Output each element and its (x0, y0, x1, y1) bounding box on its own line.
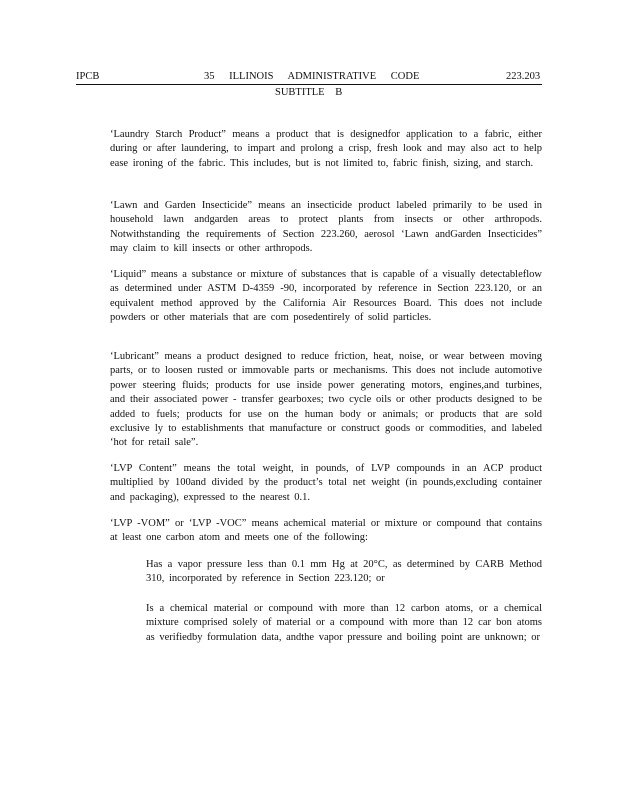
definition-lawn-garden-insecticide: ‘Lawn and Garden Insecticide” means an insecticide product labeled primarily to be used in household lawn andgarden areas to protect plants from insects or other arthropods. Notwithstanding the requirements of Section 223.260, aerosol ‘Lawn andGarden Insecticides” may claim to kill insects or other arthropods. (110, 200, 542, 255)
definition-laundry-starch-product: ‘Laundry Starch Product” means a product that is designedfor application to a fabric, either during or after laundering, to impart and prolong a crisp, fresh look and may also act to help ease ironing of the fabric. This includes, but is not limited to, fabric finish, sizing, and starch. (110, 129, 542, 169)
header-agency: IPCB (76, 71, 100, 82)
header-subtitle: SUBTITLE B (275, 87, 343, 98)
header-rule (76, 84, 542, 85)
header-section-number: 223.203 (506, 71, 541, 82)
definition-lvp-vom-voc: ‘LVP -VOM” or ‘LVP -VOC” means achemical material or mixture or compound that contains at least one carbon atom and meets one of the following: (110, 518, 542, 544)
definition-lvp-content: ‘LVP Content” means the total weight, in pounds, of LVP compounds in an ACP product multiplied by 100and divided by the product’s total net weight (in pounds,excluding container and packaging), expressed to the nearest 0.1. (110, 463, 542, 503)
definition-lubricant: ‘Lubricant” means a product designed to reduce friction, heat, noise, or wear between moving parts, or to loosen rusted or immovable parts or mechanisms. This does not include automotive power steering fluids; products for use inside power generating motors, engines,and turbines, and their associated power - transfer gearboxes; two cycle oils or other products designed to be added to fuels; products for use on the human body or animals; or products that are sold exclusive ly to establishments that manufacture or construct goods or commodities, and labeled ‘hot for retail sale”. (110, 351, 542, 449)
definition-liquid: ‘Liquid” means a substance or mixture of substances that is capable of a visually detectableflow as determined under ASTM D-4359 -90, incorporated by reference in Section 223.120, or an equivalent method approved by the California Air Resources Board. This does not include powders or other materials that are com posedentirely of solid particles. (110, 269, 542, 324)
criterion-carbon-atoms: Is a chemical material or compound with more than 12 carbon atoms, or a chemical mixture comprised solely of material or a compound with more than 12 car bon atoms as verifiedby formulation data, andthe vapor pressure and boiling point are unknown; or (146, 603, 542, 643)
header-title: 35 ILLINOIS ADMINISTRATIVE CODE (204, 71, 420, 82)
criterion-vapor-pressure: Has a vapor pressure less than 0.1 mm Hg at 20°C, as determined by CARB Method 310, incorporated by reference in Section 223.120; or (146, 559, 542, 585)
